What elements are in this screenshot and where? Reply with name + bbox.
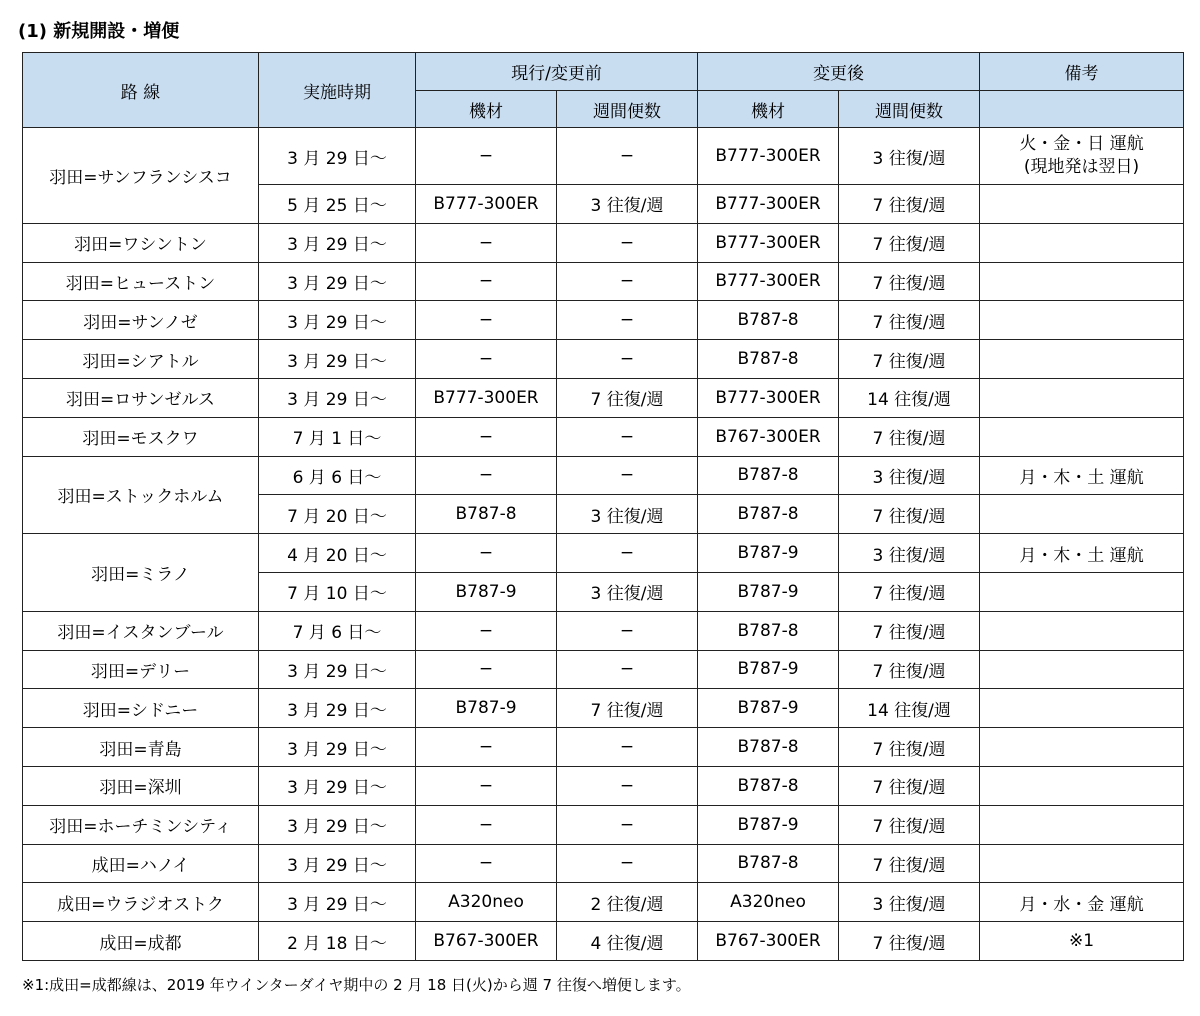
- after-weekly-cell: 7 往復/週: [839, 572, 980, 611]
- after-weekly-cell: 7 往復/週: [839, 611, 980, 650]
- route-cell: 羽田=ミラノ: [23, 534, 259, 612]
- period-cell: 3 月 29 日〜: [259, 340, 416, 379]
- after-weekly-cell: 7 往復/週: [839, 262, 980, 301]
- after-aircraft-cell: B787-8: [698, 340, 839, 379]
- table-row: [23, 301, 1184, 340]
- after-aircraft-cell: B777-300ER: [698, 223, 839, 262]
- before-aircraft-cell: B787-8: [416, 495, 557, 534]
- before-aircraft-cell: B787-9: [416, 572, 557, 611]
- period-cell: 7 月 20 日〜: [259, 495, 416, 534]
- after-aircraft-cell: B777-300ER: [698, 185, 839, 224]
- section-title: (1) 新規開設・増便: [18, 21, 180, 42]
- route-cell: 羽田=シドニー: [23, 689, 259, 728]
- header-route: 路 線: [23, 53, 259, 128]
- after-aircraft-cell: B787-8: [698, 766, 839, 805]
- remark-cell: 月・水・金 運航: [980, 883, 1184, 922]
- after-aircraft-cell: B777-300ER: [698, 128, 839, 185]
- route-cell: 羽田=サンノゼ: [23, 301, 259, 340]
- remark-cell: [980, 223, 1184, 262]
- before-aircraft-cell: −: [416, 262, 557, 301]
- after-aircraft-cell: B787-8: [698, 611, 839, 650]
- remark-cell: [980, 805, 1184, 844]
- after-weekly-cell: 7 往復/週: [839, 417, 980, 456]
- remark-cell: [980, 611, 1184, 650]
- after-weekly-cell: 7 往復/週: [839, 766, 980, 805]
- route-cell: 羽田=青島: [23, 728, 259, 767]
- remark-cell: [980, 766, 1184, 805]
- after-weekly-cell: 14 往復/週: [839, 378, 980, 417]
- after-weekly-cell: 3 往復/週: [839, 883, 980, 922]
- period-cell: 5 月 25 日〜: [259, 185, 416, 224]
- after-weekly-cell: 7 往復/週: [839, 922, 980, 961]
- remark-cell: [980, 417, 1184, 456]
- remark-line-2: (現地発は翌日): [1023, 157, 1140, 177]
- after-weekly-cell: 3 往復/週: [839, 456, 980, 495]
- route-cell: 羽田=ストックホルム: [23, 456, 259, 534]
- route-cell: 羽田=モスクワ: [23, 417, 259, 456]
- header-before-weekly: 週間便数: [557, 91, 698, 128]
- period-cell: 6 月 6 日〜: [259, 456, 416, 495]
- before-weekly-cell: 3 往復/週: [557, 495, 698, 534]
- route-cell: 成田=成都: [23, 922, 259, 961]
- period-cell: 3 月 29 日〜: [259, 766, 416, 805]
- period-cell: 3 月 29 日〜: [259, 728, 416, 767]
- after-weekly-cell: 7 往復/週: [839, 223, 980, 262]
- before-aircraft-cell: −: [416, 611, 557, 650]
- footnote: ※1:成田=成都線は、2019 年ウインターダイヤ期中の 2 月 18 日(火)から週 7 往復へ増便します。: [22, 976, 691, 994]
- header-after: 変更後: [698, 53, 980, 91]
- before-weekly-cell: 2 往復/週: [557, 883, 698, 922]
- header-after-aircraft: 機材: [698, 91, 839, 128]
- after-aircraft-cell: B787-8: [698, 844, 839, 883]
- period-cell: 3 月 29 日〜: [259, 223, 416, 262]
- remark-cell: [980, 728, 1184, 767]
- remark-cell: [980, 495, 1184, 534]
- before-aircraft-cell: B767-300ER: [416, 922, 557, 961]
- before-weekly-cell: −: [557, 128, 698, 185]
- route-cell: 羽田=サンフランシスコ: [23, 128, 259, 224]
- period-cell: 3 月 29 日〜: [259, 262, 416, 301]
- period-cell: 3 月 29 日〜: [259, 650, 416, 689]
- after-weekly-cell: 7 往復/週: [839, 805, 980, 844]
- table-row: [23, 805, 1184, 844]
- period-cell: 2 月 18 日〜: [259, 922, 416, 961]
- before-aircraft-cell: −: [416, 340, 557, 379]
- before-aircraft-cell: −: [416, 650, 557, 689]
- remark-cell: [980, 128, 1184, 185]
- before-weekly-cell: −: [557, 223, 698, 262]
- period-cell: 3 月 29 日〜: [259, 301, 416, 340]
- before-weekly-cell: −: [557, 766, 698, 805]
- before-weekly-cell: 7 往復/週: [557, 378, 698, 417]
- table-row: [23, 689, 1184, 728]
- remark-cell: [980, 572, 1184, 611]
- before-weekly-cell: −: [557, 262, 698, 301]
- after-aircraft-cell: B787-9: [698, 689, 839, 728]
- before-aircraft-cell: A320neo: [416, 883, 557, 922]
- after-weekly-cell: 7 往復/週: [839, 844, 980, 883]
- after-weekly-cell: 7 往復/週: [839, 340, 980, 379]
- before-aircraft-cell: B787-9: [416, 689, 557, 728]
- period-cell: 3 月 29 日〜: [259, 805, 416, 844]
- route-cell: 羽田=ワシントン: [23, 223, 259, 262]
- route-cell: 成田=ハノイ: [23, 844, 259, 883]
- table-row: [23, 128, 1184, 185]
- header-remarks: 備考: [980, 53, 1184, 91]
- before-weekly-cell: −: [557, 728, 698, 767]
- remark-cell: ※1: [980, 922, 1184, 961]
- after-aircraft-cell: B787-8: [698, 456, 839, 495]
- table-row: [23, 922, 1184, 961]
- remark-cell: [980, 844, 1184, 883]
- remark-cell: [980, 301, 1184, 340]
- period-cell: 3 月 29 日〜: [259, 378, 416, 417]
- before-aircraft-cell: −: [416, 417, 557, 456]
- after-weekly-cell: 14 往復/週: [839, 689, 980, 728]
- route-cell: 成田=ウラジオストク: [23, 883, 259, 922]
- after-aircraft-cell: B777-300ER: [698, 378, 839, 417]
- table-row: [23, 728, 1184, 767]
- route-cell: 羽田=デリー: [23, 650, 259, 689]
- table-row: [23, 611, 1184, 650]
- period-cell: 3 月 29 日〜: [259, 128, 416, 185]
- remark-cell: [980, 378, 1184, 417]
- period-cell: 7 月 6 日〜: [259, 611, 416, 650]
- table-row: [23, 456, 1184, 495]
- period-cell: 7 月 10 日〜: [259, 572, 416, 611]
- before-weekly-cell: 4 往復/週: [557, 922, 698, 961]
- route-cell: 羽田=ヒューストン: [23, 262, 259, 301]
- table-row: [23, 766, 1184, 805]
- after-aircraft-cell: B767-300ER: [698, 417, 839, 456]
- before-weekly-cell: −: [557, 417, 698, 456]
- after-weekly-cell: 7 往復/週: [839, 495, 980, 534]
- after-weekly-cell: 7 往復/週: [839, 650, 980, 689]
- table-row: [23, 262, 1184, 301]
- before-aircraft-cell: B777-300ER: [416, 378, 557, 417]
- before-aircraft-cell: B777-300ER: [416, 185, 557, 224]
- after-weekly-cell: 3 往復/週: [839, 128, 980, 185]
- after-aircraft-cell: B767-300ER: [698, 922, 839, 961]
- before-aircraft-cell: −: [416, 223, 557, 262]
- before-weekly-cell: −: [557, 611, 698, 650]
- before-weekly-cell: 3 往復/週: [557, 572, 698, 611]
- before-weekly-cell: −: [557, 805, 698, 844]
- before-aircraft-cell: −: [416, 766, 557, 805]
- period-cell: 3 月 29 日〜: [259, 883, 416, 922]
- before-weekly-cell: 7 往復/週: [557, 689, 698, 728]
- period-cell: 7 月 1 日〜: [259, 417, 416, 456]
- remark-cell: [980, 689, 1184, 728]
- header-before: 現行/変更前: [416, 53, 698, 91]
- table-row: [23, 223, 1184, 262]
- after-aircraft-cell: B787-9: [698, 534, 839, 573]
- table-row: [23, 417, 1184, 456]
- table-row: [23, 378, 1184, 417]
- table-row: [23, 883, 1184, 922]
- before-aircraft-cell: −: [416, 301, 557, 340]
- before-aircraft-cell: −: [416, 456, 557, 495]
- after-aircraft-cell: B787-8: [698, 728, 839, 767]
- header-period: 実施時期: [259, 53, 416, 128]
- period-cell: 3 月 29 日〜: [259, 844, 416, 883]
- before-weekly-cell: −: [557, 844, 698, 883]
- before-aircraft-cell: −: [416, 728, 557, 767]
- route-cell: 羽田=ホーチミンシティ: [23, 805, 259, 844]
- after-weekly-cell: 3 往復/週: [839, 534, 980, 573]
- before-aircraft-cell: −: [416, 534, 557, 573]
- after-aircraft-cell: B787-9: [698, 572, 839, 611]
- period-cell: 4 月 20 日〜: [259, 534, 416, 573]
- header-before-aircraft: 機材: [416, 91, 557, 128]
- after-aircraft-cell: B787-9: [698, 805, 839, 844]
- before-weekly-cell: 3 往復/週: [557, 185, 698, 224]
- after-weekly-cell: 7 往復/週: [839, 301, 980, 340]
- before-weekly-cell: −: [557, 534, 698, 573]
- before-weekly-cell: −: [557, 340, 698, 379]
- remark-line-1: 火・金・日 運航: [1019, 134, 1144, 154]
- remark-cell: [980, 262, 1184, 301]
- remark-cell: 月・木・土 運航: [980, 456, 1184, 495]
- before-aircraft-cell: −: [416, 805, 557, 844]
- after-weekly-cell: 7 往復/週: [839, 185, 980, 224]
- before-aircraft-cell: −: [416, 844, 557, 883]
- route-cell: 羽田=シアトル: [23, 340, 259, 379]
- header-after-weekly: 週間便数: [839, 91, 980, 128]
- before-weekly-cell: −: [557, 301, 698, 340]
- after-aircraft-cell: B787-8: [698, 301, 839, 340]
- period-cell: 3 月 29 日〜: [259, 689, 416, 728]
- route-cell: 羽田=イスタンブール: [23, 611, 259, 650]
- remark-cell: 月・木・土 運航: [980, 534, 1184, 573]
- before-weekly-cell: −: [557, 650, 698, 689]
- table-row: [23, 650, 1184, 689]
- table-row: [23, 844, 1184, 883]
- route-cell: 羽田=ロサンゼルス: [23, 378, 259, 417]
- table-row: [23, 534, 1184, 573]
- table-row: [23, 340, 1184, 379]
- header-remarks-empty: [980, 91, 1184, 128]
- route-cell: 羽田=深圳: [23, 766, 259, 805]
- after-aircraft-cell: B787-8: [698, 495, 839, 534]
- after-aircraft-cell: B787-9: [698, 650, 839, 689]
- before-weekly-cell: −: [557, 456, 698, 495]
- after-weekly-cell: 7 往復/週: [839, 728, 980, 767]
- after-aircraft-cell: B777-300ER: [698, 262, 839, 301]
- remark-cell: [980, 340, 1184, 379]
- schedule-table: [22, 52, 1184, 961]
- remark-cell: [980, 185, 1184, 224]
- before-aircraft-cell: −: [416, 128, 557, 185]
- after-aircraft-cell: A320neo: [698, 883, 839, 922]
- remark-cell: [980, 650, 1184, 689]
